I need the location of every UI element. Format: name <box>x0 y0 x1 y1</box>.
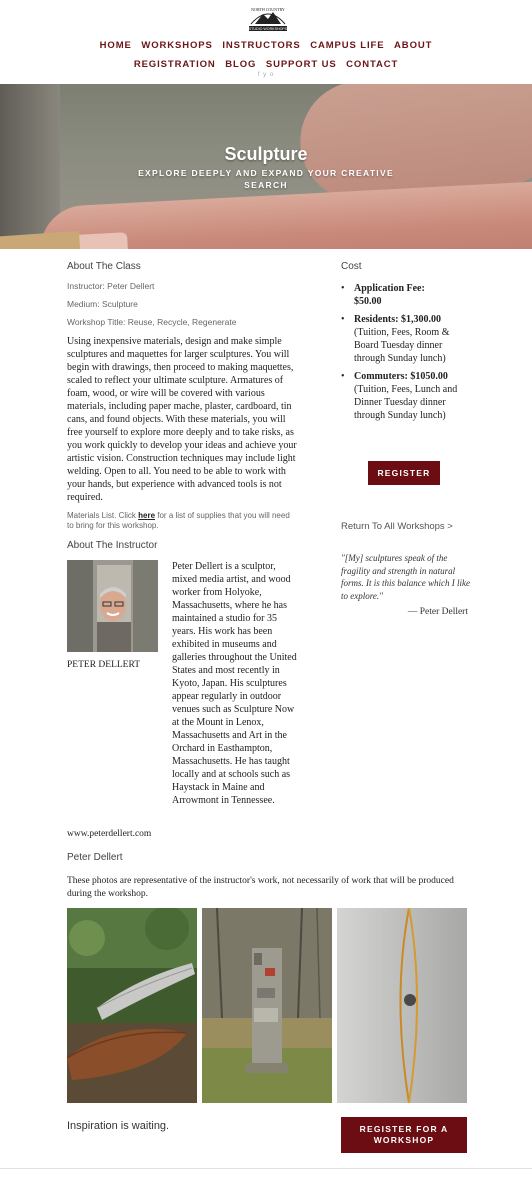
gallery-photo-1-image <box>67 908 197 1103</box>
instructor-line: Instructor: Peter Dellert <box>67 281 155 291</box>
about-class-heading: About The Class <box>67 261 141 272</box>
gallery-photo-3-image <box>337 908 467 1103</box>
instructor-name: PETER DELLERT <box>67 660 141 670</box>
materials-list <box>67 511 292 531</box>
cost-list <box>341 282 471 422</box>
secondary-nav <box>0 59 532 70</box>
register-for-workshop-button[interactable]: REGISTER FOR A WORKSHOP <box>341 1117 467 1153</box>
primary-nav <box>0 40 532 51</box>
site-header <box>0 0 532 84</box>
gallery-photo-2[interactable] <box>202 908 332 1103</box>
gallery-caption: These photos are representative of the instructor's work, not necessarily of work that will be produced during the workshop. <box>67 876 454 899</box>
footer-divider <box>0 1168 532 1169</box>
instructor-website-link[interactable]: www.peterdellert.com <box>67 829 152 839</box>
quote-text: "[My] sculptures speak of the fragility and strength in natural forms. It is this balance which I like to explore." <box>341 553 470 601</box>
nav-about[interactable]: ABOUT <box>394 40 433 51</box>
register-button[interactable]: REGISTER <box>368 461 440 485</box>
social-icons[interactable]: f y o <box>257 72 275 78</box>
return-to-workshops-link[interactable]: Return To All Workshops > <box>341 521 453 532</box>
gallery-heading: Peter Dellert <box>67 852 123 863</box>
svg-text:NORTH COUNTRY: NORTH COUNTRY <box>251 7 285 12</box>
nav-registration[interactable]: REGISTRATION <box>133 59 216 70</box>
nav-support-us[interactable]: SUPPORT US <box>265 59 337 70</box>
materials-suffix: for a list of supplies that you will need to bring for this workshop. <box>67 511 290 530</box>
instructor-photo-image <box>67 560 158 652</box>
materials-link[interactable]: here <box>138 511 156 520</box>
nav-blog[interactable]: BLOG <box>225 59 257 70</box>
cost-item-commuters <box>341 370 471 422</box>
cost-price-residents: $1,300.00 <box>400 314 441 325</box>
cost-heading: Cost <box>341 261 362 272</box>
cost-detail-commuters: (Tuition, Fees, Lunch and Dinner Tuesday dinner through Sunday lunch) <box>354 384 458 421</box>
nav-campus-life[interactable]: CAMPUS LIFE <box>310 40 385 51</box>
page-title: Sculpture <box>224 144 308 164</box>
cost-detail-residents: (Tuition, Fees, Room & Board Tuesday dinner through Sunday lunch) <box>354 327 450 364</box>
nav-instructors[interactable]: INSTRUCTORS <box>222 40 301 51</box>
instructor-quote <box>341 552 471 617</box>
nav-workshops[interactable]: WORKSHOPS <box>141 40 213 51</box>
medium-line: Medium: Sculpture <box>67 299 138 309</box>
gallery-photo-2-image <box>202 908 332 1103</box>
logo[interactable] <box>243 6 293 36</box>
nav-contact[interactable]: CONTACT <box>346 59 399 70</box>
hero-banner <box>0 84 532 249</box>
nav-home[interactable]: HOME <box>99 40 132 51</box>
gallery-photo-3[interactable] <box>337 908 467 1103</box>
instructor-bio: Peter Dellert is a sculptor, mixed media artist, and wood worker from Holyoke, Massachusetts, where he has maintained a studio for 35 years. His work has been exhibited in museums and galleries throughout the United States and most recently in Kyoto, Japan. His sculptures appear regularly in outdoor venues such as Sculpture Now at the Mount in Lenox, Massachusetts and Art in the Orchard in Easthampton, Massachusetts. He has taught locally and at schools such as Haystack in Maine and Arrowmont in Tennessee. <box>172 561 297 806</box>
cost-label-commuters: Commuters: <box>354 371 408 382</box>
materials-prefix: Materials List. Click <box>67 511 139 520</box>
gallery-photo-1[interactable] <box>67 908 197 1103</box>
cost-label-residents: Residents: <box>354 314 399 325</box>
quote-attribution: — Peter Dellert <box>407 607 468 617</box>
page-subtitle: EXPLORE DEEPLY AND EXPAND YOUR CREATIVE SEARCH <box>138 168 394 190</box>
cost-price-commuters: $1050.00 <box>410 371 448 382</box>
instructor-photo <box>67 560 158 652</box>
cost-item-application <box>341 282 471 308</box>
workshop-title-line: Workshop Title: Reuse, Recycle, Regenerate <box>67 317 237 327</box>
cost-label-application: Application Fee: <box>354 283 425 294</box>
about-instructor-heading: About The Instructor <box>67 540 158 551</box>
cost-price-application: $50.00 <box>354 296 382 307</box>
footer-tagline: Inspiration is waiting. <box>67 1120 170 1132</box>
cost-item-residents <box>341 313 471 365</box>
svg-text:STUDIO WORKSHOPS: STUDIO WORKSHOPS <box>248 27 288 31</box>
class-description: Using inexpensive materials, design and make simple sculptures and maquettes for larger sculptures. You will begin with drawings, then proceed to making maquettes, scaled to reflect your ultimate sculpture. Armatures of foam, wood, or wire will be covered with various materials, including paper mache, plaster, cardboard, tin cans, and found objects. With these materials, you will free yourself to explore more deeply and to take risks, as you work quickly to develop your ideas and achieve your artistic vision. Construction techniques may include light welding. Open to all. You need to be able to work with your hands, but experience with advanced tools is not required. <box>67 336 297 503</box>
